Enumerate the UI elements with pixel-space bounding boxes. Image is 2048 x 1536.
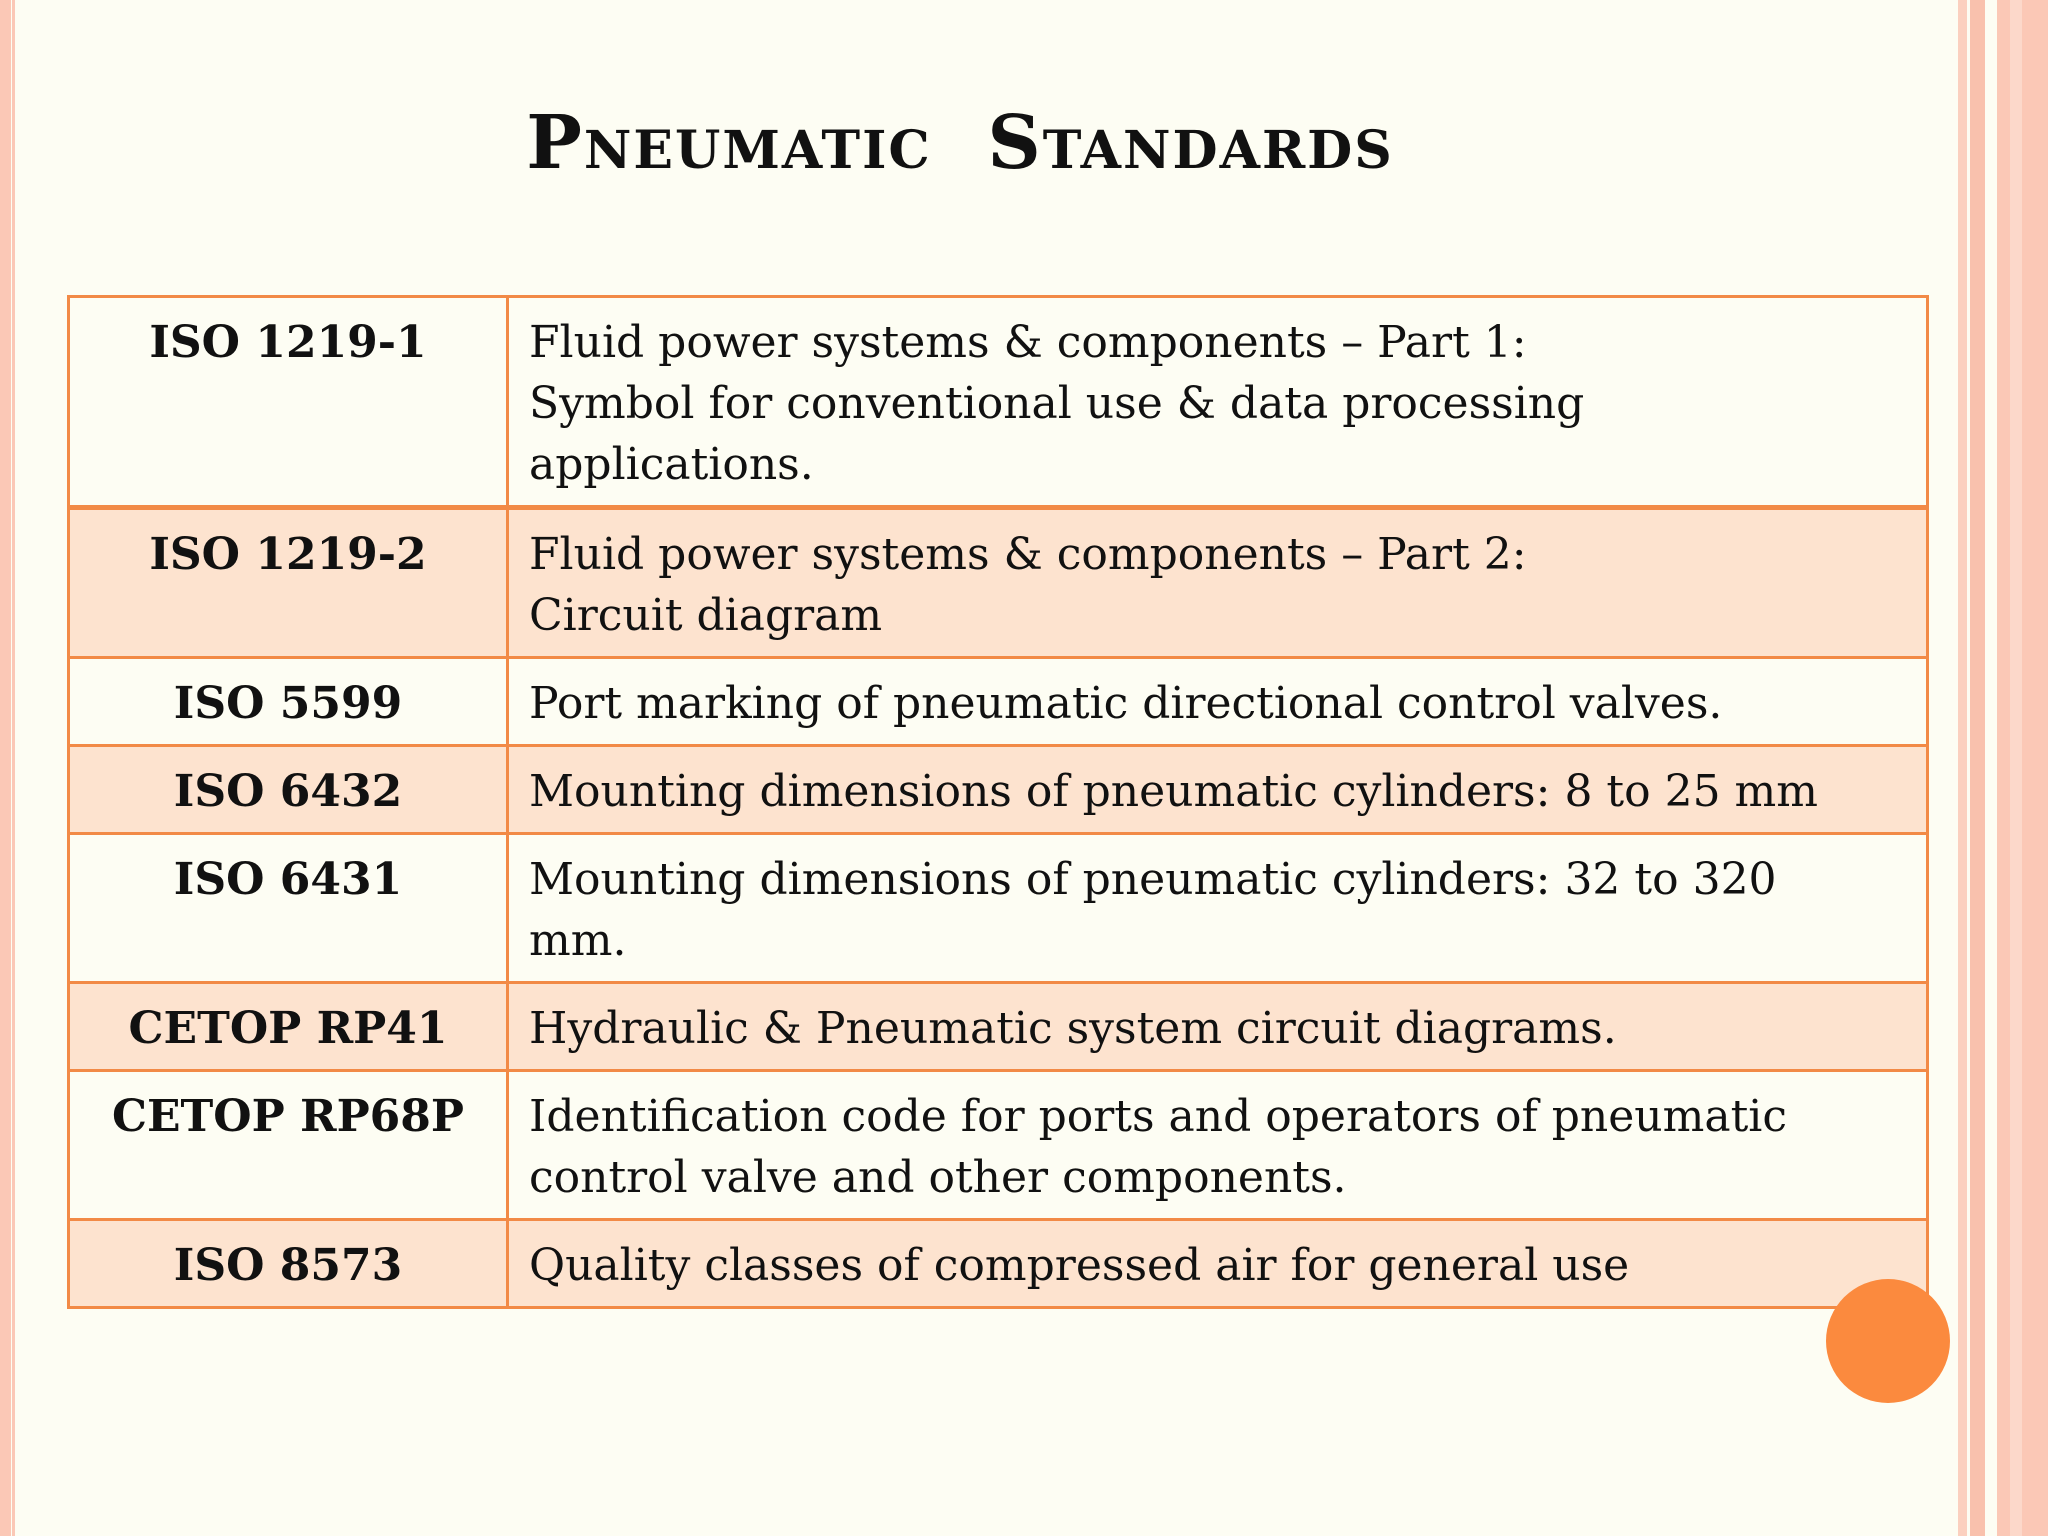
table-row — [69, 658, 1928, 746]
table-row — [69, 1071, 1928, 1220]
standard-code: CETOP RP68P — [69, 1071, 508, 1220]
right-stripe-decoration — [1958, 0, 1967, 1536]
right-stripe-gap — [1985, 0, 1997, 1536]
description-line: applications. — [529, 439, 814, 490]
standard-description — [508, 1071, 1928, 1220]
standard-code: ISO 8573 — [69, 1220, 508, 1308]
standard-description — [508, 508, 1928, 658]
table-row — [69, 1220, 1928, 1308]
description-line: Fluid power systems & components – Part 2: — [529, 529, 1527, 580]
standard-description — [508, 834, 1928, 983]
description-line: Mounting dimensions of pneumatic cylinders: 32 to 320 — [529, 854, 1777, 905]
description-line: Mounting dimensions of pneumatic cylinders: 8 to 25 mm — [529, 766, 1818, 817]
right-stripe-decoration — [1970, 0, 1985, 1536]
right-stripe-decoration — [1997, 0, 2048, 1536]
standard-code: ISO 1219-2 — [69, 508, 508, 658]
standard-description — [508, 746, 1928, 834]
standard-code: ISO 1219-1 — [69, 297, 508, 508]
table-row — [69, 297, 1928, 508]
description-line: mm. — [529, 915, 627, 966]
standards-table — [67, 295, 1929, 1309]
standard-description — [508, 297, 1928, 508]
table-row — [69, 746, 1928, 834]
description-line: Symbol for conventional use & data processing — [529, 378, 1585, 429]
description-line: Quality classes of compressed air for general use — [529, 1240, 1630, 1291]
description-line: Port marking of pneumatic directional control valves. — [529, 678, 1723, 729]
slide-title: Pneumatic Standards — [526, 100, 1394, 186]
right-stripe-highlight — [2010, 0, 2022, 1536]
standard-description — [508, 983, 1928, 1071]
description-line: Identification code for ports and operators of pneumatic — [529, 1091, 1787, 1142]
standard-code: ISO 6432 — [69, 746, 508, 834]
description-line: control valve and other components. — [529, 1152, 1347, 1203]
description-line: Hydraulic & Pneumatic system circuit diagrams. — [529, 1003, 1617, 1054]
table-row — [69, 834, 1928, 983]
orange-circle-decoration — [1826, 1279, 1950, 1403]
table-row — [69, 983, 1928, 1071]
table-row — [69, 508, 1928, 658]
standard-code: CETOP RP41 — [69, 983, 508, 1071]
left-border-line — [12, 0, 15, 1536]
description-line: Fluid power systems & components – Part 1: — [529, 317, 1527, 368]
standard-description — [508, 658, 1928, 746]
description-line: Circuit diagram — [529, 590, 883, 641]
left-border-decoration — [0, 0, 11, 1536]
standard-code: ISO 5599 — [69, 658, 508, 746]
standard-description — [508, 1220, 1928, 1308]
standard-code: ISO 6431 — [69, 834, 508, 983]
